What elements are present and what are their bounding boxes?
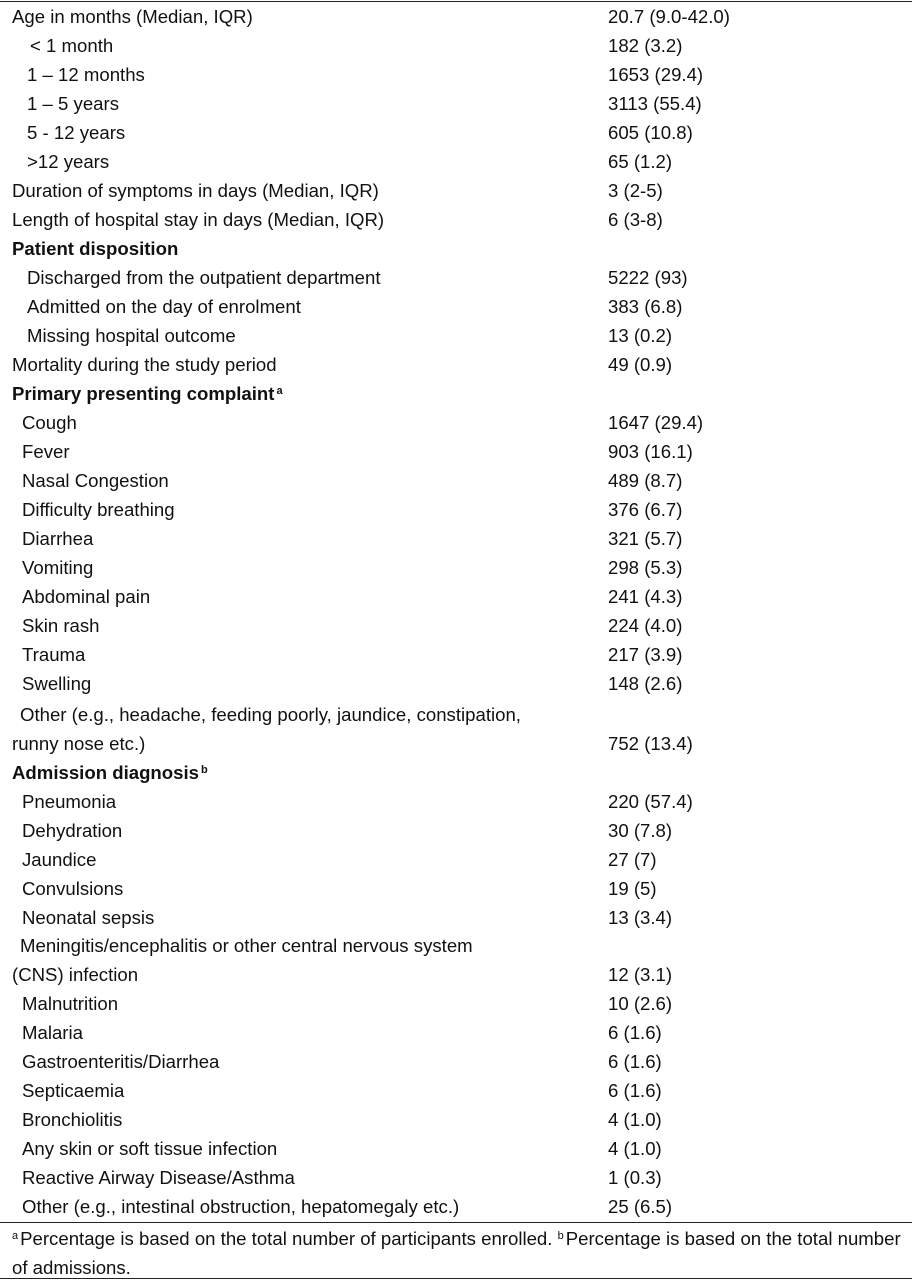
row-label: Admitted on the day of enrolment bbox=[27, 296, 301, 317]
row-label-line-1: Meningitis/encephalitis or other central nervous system bbox=[20, 935, 473, 956]
row-label: Admission diagnosis bbox=[12, 762, 199, 783]
row-value: 19 (5) bbox=[608, 878, 657, 899]
row-value: 4 (1.0) bbox=[608, 1138, 662, 1159]
row-label: Difficulty breathing bbox=[22, 499, 175, 520]
row-label: Nasal Congestion bbox=[22, 470, 169, 491]
row-value: 6 (1.6) bbox=[608, 1080, 662, 1101]
table-row bbox=[0, 669, 912, 698]
row-value: 752 (13.4) bbox=[608, 733, 693, 754]
row-value: 10 (2.6) bbox=[608, 993, 673, 1014]
table-row bbox=[0, 1076, 912, 1105]
table-row bbox=[0, 2, 912, 31]
table-row bbox=[0, 787, 912, 816]
table-row bbox=[0, 1047, 912, 1076]
table-bottom-rule bbox=[0, 1222, 912, 1223]
row-label: >12 years bbox=[27, 151, 110, 172]
table-row bbox=[0, 1105, 912, 1134]
section-heading bbox=[0, 234, 912, 263]
row-value: 321 (5.7) bbox=[608, 528, 683, 549]
section-heading bbox=[0, 758, 912, 787]
table-row bbox=[0, 524, 912, 553]
row-label: Missing hospital outcome bbox=[27, 325, 236, 346]
row-label: 5 - 12 years bbox=[27, 122, 126, 143]
row-label: Patient disposition bbox=[12, 238, 179, 259]
row-value: 1647 (29.4) bbox=[608, 412, 704, 433]
footnote-a-text: Percentage is based on the total number of participants enrolled. bbox=[20, 1228, 553, 1249]
row-value: 30 (7.8) bbox=[608, 820, 673, 841]
row-value: 605 (10.8) bbox=[608, 122, 693, 143]
table-row bbox=[0, 437, 912, 466]
row-value: 224 (4.0) bbox=[608, 615, 683, 636]
row-value: 298 (5.3) bbox=[608, 557, 683, 578]
table-row bbox=[0, 931, 912, 989]
row-value: 13 (0.2) bbox=[608, 325, 673, 346]
row-label: Any skin or soft tissue infection bbox=[22, 1138, 278, 1159]
row-value: 5222 (93) bbox=[608, 267, 688, 288]
table-row bbox=[0, 408, 912, 437]
row-label: Trauma bbox=[22, 644, 86, 665]
row-label: Diarrhea bbox=[22, 528, 94, 549]
row-label: 1 – 12 months bbox=[27, 64, 145, 85]
row-value: 65 (1.2) bbox=[608, 151, 673, 172]
table-row bbox=[0, 466, 912, 495]
row-label: Cough bbox=[22, 412, 77, 433]
table-row bbox=[0, 176, 912, 205]
table-row bbox=[0, 292, 912, 321]
table-row bbox=[0, 845, 912, 874]
row-value: 241 (4.3) bbox=[608, 586, 683, 607]
row-value: 6 (3-8) bbox=[608, 209, 663, 230]
table-footnote bbox=[12, 1226, 902, 1281]
table-row bbox=[0, 1134, 912, 1163]
row-value: 3113 (55.4) bbox=[608, 93, 702, 114]
row-label: Septicaemia bbox=[22, 1080, 125, 1101]
row-value: 12 (3.1) bbox=[608, 964, 673, 985]
table-row bbox=[0, 60, 912, 89]
footnote-marker: b bbox=[557, 1230, 564, 1242]
table-row bbox=[0, 611, 912, 640]
row-label: Fever bbox=[22, 441, 70, 462]
row-value: 383 (6.8) bbox=[608, 296, 683, 317]
row-value: 25 (6.5) bbox=[608, 1196, 673, 1217]
row-label: Age in months (Median, IQR) bbox=[12, 6, 253, 27]
row-label: Duration of symptoms in days (Median, IQR) bbox=[12, 180, 379, 201]
table-row bbox=[0, 874, 912, 903]
table-row bbox=[0, 582, 912, 611]
row-label: Gastroenteritis/Diarrhea bbox=[22, 1051, 220, 1072]
table-row bbox=[0, 1192, 912, 1221]
row-value: 1 (0.3) bbox=[608, 1167, 662, 1188]
table-row bbox=[0, 89, 912, 118]
section-heading bbox=[0, 379, 912, 408]
row-value: 20.7 (9.0-42.0) bbox=[608, 6, 730, 27]
row-label-line-1: Other (e.g., headache, feeding poorly, jaundice, constipation, bbox=[20, 704, 521, 725]
table-row bbox=[0, 816, 912, 845]
footnote-bottom-rule bbox=[0, 1278, 912, 1279]
row-label: Convulsions bbox=[22, 878, 124, 899]
row-value: 1653 (29.4) bbox=[608, 64, 704, 85]
table-row bbox=[0, 31, 912, 60]
table-row bbox=[0, 147, 912, 176]
row-label: Mortality during the study period bbox=[12, 354, 277, 375]
footnote-marker: a bbox=[12, 1230, 19, 1242]
row-label-line-2: (CNS) infection bbox=[12, 964, 139, 985]
row-label: Swelling bbox=[22, 673, 92, 694]
row-label: Abdominal pain bbox=[22, 586, 151, 607]
row-value: 220 (57.4) bbox=[608, 791, 693, 812]
row-label: Other (e.g., intestinal obstruction, hepatomegaly etc.) bbox=[22, 1196, 460, 1217]
table-row bbox=[0, 495, 912, 524]
row-label: Malaria bbox=[22, 1022, 83, 1043]
footnote-marker: b bbox=[201, 764, 208, 776]
row-value: 4 (1.0) bbox=[608, 1109, 662, 1130]
row-label: Primary presenting complaint bbox=[12, 383, 275, 404]
table-row bbox=[0, 1018, 912, 1047]
table-row bbox=[0, 640, 912, 669]
row-label: Pneumonia bbox=[22, 791, 117, 812]
table-row bbox=[0, 321, 912, 350]
row-label: Dehydration bbox=[22, 820, 123, 841]
row-label: Discharged from the outpatient department bbox=[27, 267, 381, 288]
row-label: Jaundice bbox=[22, 849, 97, 870]
row-value: 148 (2.6) bbox=[608, 673, 683, 694]
table-row bbox=[0, 989, 912, 1018]
row-value: 6 (1.6) bbox=[608, 1051, 662, 1072]
row-label: Neonatal sepsis bbox=[22, 907, 155, 928]
table-row bbox=[0, 263, 912, 292]
row-value: 27 (7) bbox=[608, 849, 657, 870]
row-label: Skin rash bbox=[22, 615, 100, 636]
table-row bbox=[0, 205, 912, 234]
row-value: 13 (3.4) bbox=[608, 907, 673, 928]
row-value: 489 (8.7) bbox=[608, 470, 683, 491]
footnote-marker: a bbox=[276, 385, 283, 397]
table-row bbox=[0, 700, 912, 758]
row-value: 217 (3.9) bbox=[608, 644, 683, 665]
row-label: Malnutrition bbox=[22, 993, 119, 1014]
row-label: Vomiting bbox=[22, 557, 94, 578]
row-label: Length of hospital stay in days (Median, IQR) bbox=[12, 209, 385, 230]
row-label: 1 – 5 years bbox=[27, 93, 119, 114]
row-value: 376 (6.7) bbox=[608, 499, 683, 520]
table-row bbox=[0, 1163, 912, 1192]
row-label: Reactive Airway Disease/Asthma bbox=[22, 1167, 295, 1188]
table-row bbox=[0, 350, 912, 379]
table-row bbox=[0, 553, 912, 582]
row-label-line-2: runny nose etc.) bbox=[12, 733, 146, 754]
table-row bbox=[0, 118, 912, 147]
row-value: 6 (1.6) bbox=[608, 1022, 662, 1043]
row-value: 3 (2-5) bbox=[608, 180, 663, 201]
row-label: Bronchiolitis bbox=[22, 1109, 123, 1130]
row-label: < 1 month bbox=[30, 35, 114, 56]
footnote-b-text: Percentage is based on the total number of admissions. bbox=[12, 1228, 901, 1278]
table-row bbox=[0, 903, 912, 932]
row-value: 903 (16.1) bbox=[608, 441, 693, 462]
row-value: 49 (0.9) bbox=[608, 354, 673, 375]
row-value: 182 (3.2) bbox=[608, 35, 683, 56]
